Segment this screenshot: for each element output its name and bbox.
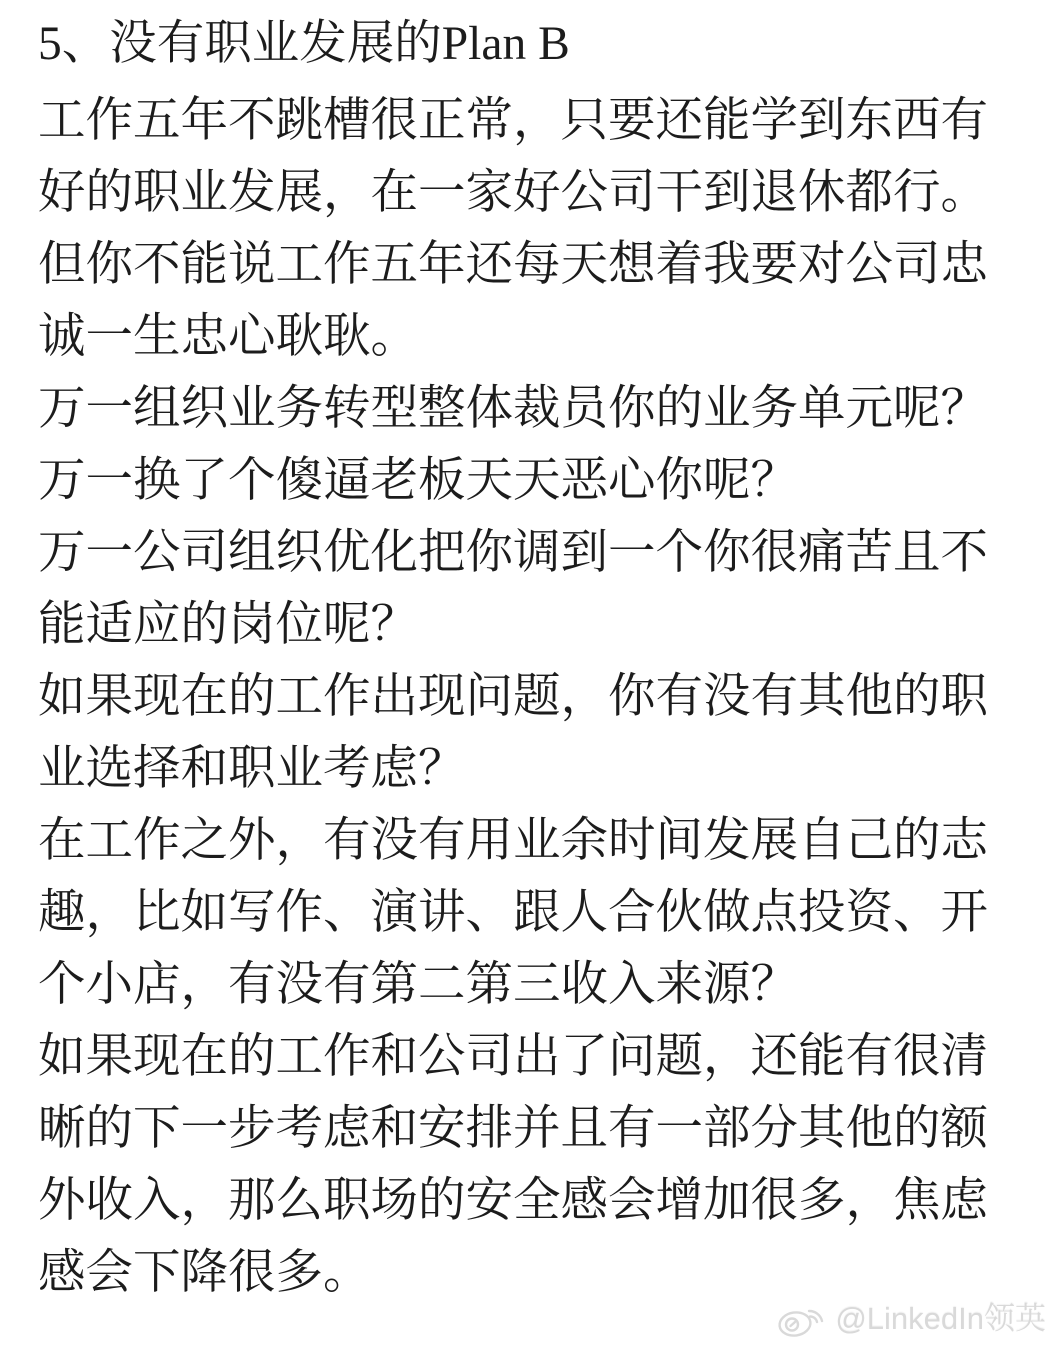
watermark <box>776 1297 1046 1339</box>
weibo-icon <box>776 1297 830 1339</box>
text-line: 万一换了个傻逼老板天天恶心你呢？ <box>38 454 798 507</box>
text-line: 如果现在的工作和公司出了问题，还能有很清 <box>38 1030 988 1083</box>
text-line: 趣，比如写作、演讲、跟人合伙做点投资、开 <box>38 886 988 939</box>
article-heading: 5、没有职业发展的Plan B <box>38 18 570 70</box>
text-line: 外收入，那么职场的安全感会增加很多，焦虑 <box>38 1174 988 1227</box>
text-line: 万一组织业务转型整体裁员你的业务单元呢？ <box>38 382 988 435</box>
text-line: 能适应的岗位呢？ <box>38 598 418 651</box>
text-line: 晰的下一步考虑和安排并且有一部分其他的额 <box>38 1102 988 1155</box>
text-line: 诚一生忠心耿耿。 <box>38 310 418 363</box>
text-line: 工作五年不跳槽很正常，只要还能学到东西有 <box>38 94 988 147</box>
text-line: 如果现在的工作出现问题，你有没有其他的职 <box>38 670 988 723</box>
text-line: 业选择和职业考虑？ <box>38 742 466 795</box>
text-line: 万一公司组织优化把你调到一个你很痛苦且不 <box>38 526 988 579</box>
text-line: 感会下降很多。 <box>38 1246 371 1299</box>
watermark-handle: @LinkedIn领英 <box>835 1300 1046 1336</box>
text-line: 在工作之外，有没有用业余时间发展自己的志 <box>38 814 988 867</box>
text-line: 但你不能说工作五年还每天想着我要对公司忠 <box>38 238 988 291</box>
text-line: 个小店，有没有第二第三收入来源？ <box>38 958 798 1011</box>
text-line: 好的职业发展，在一家好公司干到退休都行。 <box>38 166 988 219</box>
article-body <box>0 85 1060 1309</box>
